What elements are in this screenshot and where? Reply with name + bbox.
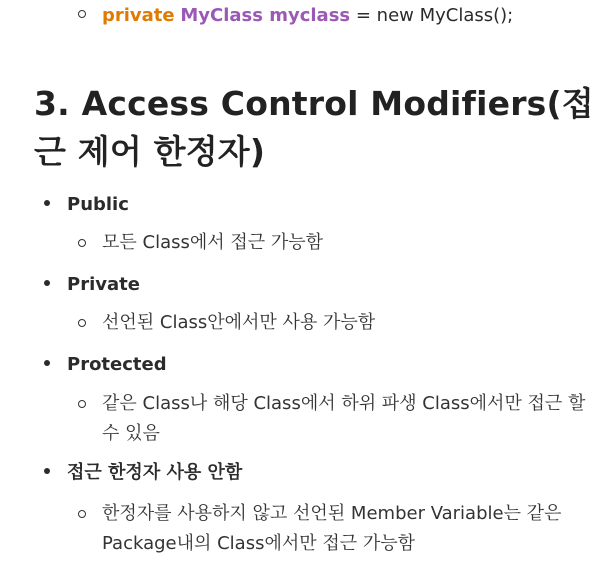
- sub-item-private: [78, 308, 588, 338]
- modifier-description: 모든 Class에서 접근 가능함: [102, 232, 324, 253]
- hollow-bullet-icon: [78, 239, 86, 247]
- modifier-label: Private: [67, 274, 140, 295]
- section-heading: 3. Access Control Modifiers(접근 제어 한정자): [34, 84, 594, 171]
- modifier-label: 접근 한정자 사용 안함: [67, 462, 243, 483]
- code-assignment: = new MyClass();: [350, 5, 514, 26]
- hollow-bullet-icon: [78, 510, 86, 518]
- modifier-description: 선언된 Class안에서만 사용 가능함: [102, 312, 376, 333]
- filled-bullet-icon: [44, 200, 50, 206]
- list-item-public: [44, 193, 129, 217]
- modifier-description: 같은 Class나 해당 Class에서 하위 파생 Class에서만 접근 할 수 있음: [102, 393, 586, 444]
- hollow-bullet-icon: [78, 319, 86, 327]
- list-item-private: [44, 273, 140, 297]
- hollow-bullet-icon: [78, 400, 86, 408]
- sub-item-public: [78, 228, 588, 258]
- filled-bullet-icon: [44, 280, 50, 286]
- filled-bullet-icon: [44, 360, 50, 366]
- modifier-label: Public: [67, 194, 129, 215]
- hollow-bullet-icon: [78, 10, 86, 18]
- code-example-line: [78, 4, 513, 28]
- code-class-declaration: MyClass myclass: [180, 5, 351, 26]
- modifier-label: Protected: [67, 354, 167, 375]
- filled-bullet-icon: [44, 468, 50, 474]
- sub-item-protected: [78, 389, 588, 449]
- sub-item-no-modifier: [78, 499, 588, 559]
- list-item-protected: [44, 353, 167, 377]
- code-keyword-private: private: [102, 5, 175, 26]
- list-item-no-modifier: [44, 461, 242, 485]
- modifier-description: 한정자를 사용하지 않고 선언된 Member Variable는 같은 Package내의 Class에서만 접근 가능함: [102, 503, 562, 554]
